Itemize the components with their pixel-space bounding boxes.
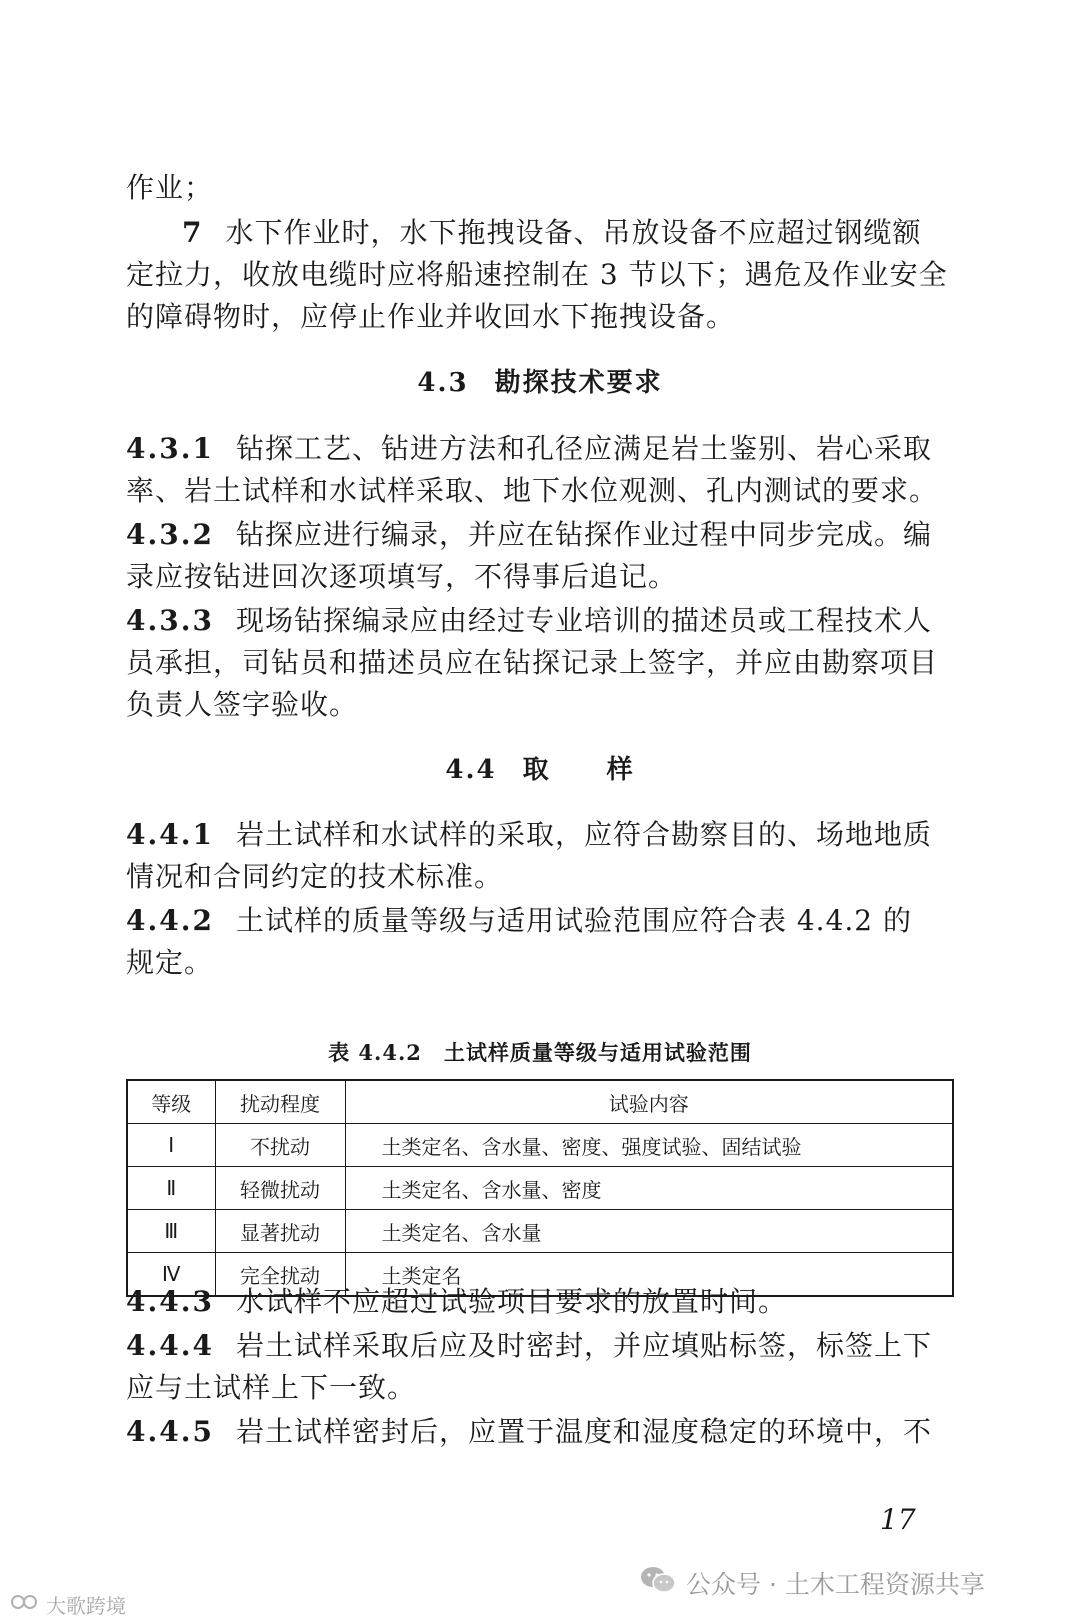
sample-quality-table	[126, 1079, 954, 1297]
column-header-test-content: 试验内容	[345, 1080, 953, 1124]
section-number: 4.3	[417, 368, 469, 398]
paragraph-line: 录应按钻进回次逐项填写，不得事后追记。	[126, 560, 678, 593]
table-row	[127, 1210, 953, 1253]
paragraph-line: 率、岩土试样和水试样采取、地下水位观测、孔内测试的要求。	[126, 474, 939, 507]
clause-text: 土试样的质量等级与适用试验范围应符合表 4.4.2 的	[235, 904, 913, 937]
clause-text: 现场钻探编录应由经过专业培训的描述员或工程技术人	[235, 604, 932, 637]
wechat-icon	[640, 1565, 676, 1601]
paragraph-line: 的障碍物时，应停止作业并收回水下拖拽设备。	[126, 300, 736, 333]
paragraph-text: 水下作业时，水下拖拽设备、吊放设备不应超过钢缆额	[225, 216, 922, 249]
paragraph-line: 定拉力，收放电缆时应将船速控制在 3 节以下；遇危及作业安全	[126, 258, 948, 291]
clause-text: 钻探工艺、钻进方法和孔径应满足岩土鉴别、岩心采取	[235, 432, 932, 465]
watermark-text: 公众号 · 土木工程资源共享	[686, 1570, 985, 1599]
test-content-cell: 土类定名、含水量	[345, 1210, 953, 1253]
disturbance-cell: 显著扰动	[215, 1210, 345, 1253]
table-row	[127, 1167, 953, 1210]
disturbance-cell: 轻微扰动	[215, 1167, 345, 1210]
brand-watermark-text: 大歌跨境	[46, 1594, 126, 1618]
clause-4-4-2	[126, 900, 956, 942]
column-header-disturbance: 扰动程度	[215, 1080, 345, 1124]
paragraph-line: 规定。	[126, 946, 214, 979]
table-title: 土试样质量等级与适用试验范围	[443, 1040, 752, 1065]
table-caption	[0, 1038, 1080, 1068]
paragraph-line: 负责人签字验收。	[126, 688, 359, 721]
brand-logo-icon	[10, 1591, 40, 1618]
clause-4-4-3	[126, 1281, 956, 1323]
clause-4-3-3	[126, 600, 956, 642]
clause-number: 4.4.5	[126, 1415, 214, 1448]
clause-text: 岩土试样和水试样的采取，应符合勘察目的、场地地质	[235, 818, 932, 851]
wechat-watermark	[640, 1565, 985, 1601]
table-header-row	[127, 1080, 953, 1124]
table-row	[127, 1124, 953, 1167]
clause-4-4-1	[126, 814, 956, 856]
grade-cell: Ⅰ	[127, 1124, 215, 1167]
list-item-number: 7	[182, 216, 204, 249]
section-title: 勘探技术要求	[494, 368, 663, 398]
test-content-cell: 土类定名、含水量、密度	[345, 1167, 953, 1210]
test-content-cell: 土类定名	[345, 1253, 953, 1297]
test-content-cell: 土类定名、含水量、密度、强度试验、固结试验	[345, 1124, 953, 1167]
clause-number: 4.3.3	[126, 604, 214, 637]
column-header-grade: 等级	[127, 1080, 215, 1124]
clause-number: 4.3.1	[126, 432, 214, 465]
section-heading-4-4	[0, 750, 1080, 790]
grade-cell: Ⅱ	[127, 1167, 215, 1210]
table-number: 表 4.4.2	[328, 1040, 422, 1065]
section-number: 4.4	[445, 755, 497, 785]
clause-number: 4.4.3	[126, 1285, 214, 1318]
paragraph-line: 应与土试样上下一致。	[126, 1371, 417, 1404]
clause-number: 4.4.4	[126, 1329, 214, 1362]
clause-4-3-2	[126, 514, 956, 556]
clause-number: 4.4.2	[126, 904, 214, 937]
paragraph-line: 作业；	[126, 171, 214, 204]
clause-text: 水试样不应超过试验项目要求的放置时间。	[235, 1285, 787, 1318]
brand-watermark	[10, 1590, 126, 1619]
clause-number: 4.3.2	[126, 518, 214, 551]
clause-text: 钻探应进行编录，并应在钻探作业过程中同步完成。编	[235, 518, 932, 551]
grade-cell: Ⅲ	[127, 1210, 215, 1253]
clause-text: 岩土试样密封后，应置于温度和湿度稳定的环境中，不	[235, 1415, 932, 1448]
section-heading-4-3	[0, 363, 1080, 403]
list-item-7	[182, 212, 1012, 254]
paragraph-line: 员承担，司钻员和描述员应在钻探记录上签字，并应由勘察项目	[126, 646, 939, 679]
disturbance-cell: 完全扰动	[215, 1253, 345, 1297]
grade-cell: Ⅳ	[127, 1253, 215, 1297]
disturbance-cell: 不扰动	[215, 1124, 345, 1167]
clause-4-3-1	[126, 428, 956, 470]
clause-4-4-4	[126, 1325, 956, 1367]
clause-text: 岩土试样采取后应及时密封，并应填贴标签，标签上下	[235, 1329, 932, 1362]
page-number: 17	[880, 1503, 916, 1536]
section-title: 取 样	[522, 755, 635, 785]
clause-4-4-5	[126, 1411, 956, 1453]
paragraph-line: 情况和合同约定的技术标准。	[126, 860, 504, 893]
clause-number: 4.4.1	[126, 818, 214, 851]
